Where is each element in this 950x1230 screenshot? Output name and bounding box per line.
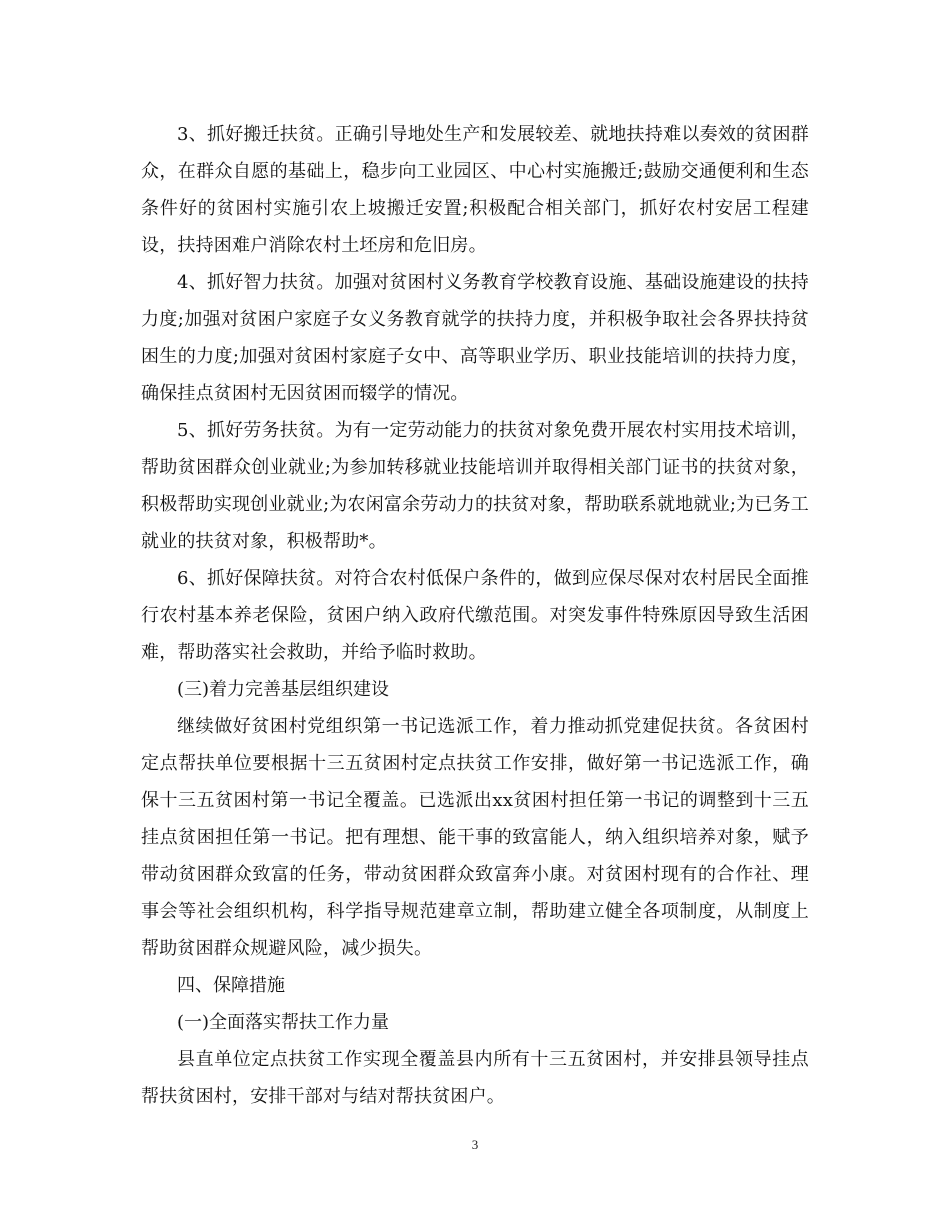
- paragraph-party-secretary: 继续做好贫困村党组织第一书记选派工作，着力推动抓党建促扶贫。各贫困村定点帮扶单位要根据十三五贫困村定点扶贫工作安排，做好第一书记选派工作，确保十三五贫困村第一书记全覆盖。已选派出xx贫困村担任第一书记的调整到十三五挂点贫困担任第一书记。把有理想、能干事的致富能人，纳入组织培养对象，赋予带动贫困群众致富的任务，带动贫困群众致富奔小康。对贫困村现有的合作社、理事会等社会组织机构，科学指导规范建章立制，帮助建立健全各项制度，从制度上帮助贫困群众规避风险，减少损失。: [141, 716, 809, 959]
- paragraph-county-units: 县直单位定点扶贫工作实现全覆盖县内所有十三五贫困村，并安排县领导挂点帮扶贫困村，安排干部对与结对帮扶贫困户。: [141, 1049, 809, 1107]
- paragraph-labor-poverty: 5、抓好劳务扶贫。为有一定劳动能力的扶贫对象免费开展农村实用技术培训，帮助贫困群众创业就业;为参加转移就业技能培训并取得相关部门证书的扶贫对象，积极帮助实现创业就业;为农闲富余劳动力的扶贫对象，帮助联系就地就业;为已务工就业的扶贫对象，积极帮助*。: [141, 420, 809, 552]
- paragraph-relocation-poverty: 3、抓好搬迁扶贫。正确引导地处生产和发展较差、就地扶持难以奏效的贫困群众，在群众自愿的基础上，稳步向工业园区、中心村实施搬迁;鼓励交通便利和生态条件好的贫困村实施引农上坡搬迁安置;积极配合相关部门，抓好农村安居工程建设，扶持困难户消除农村土坯房和危旧房。: [141, 124, 809, 256]
- paragraph-education-poverty: 4、抓好智力扶贫。加强对贫困村义务教育学校教育设施、基础设施建设的扶持力度;加强对贫困户家庭子女义务教育就学的扶持力度，并积极争取社会各界扶持贫困生的力度;加强对贫困村家庭子女中、高等职业学历、职业技能培训的扶持力度，确保挂点贫困村无因贫困而辍学的情况。: [141, 272, 809, 404]
- section-heading-grassroots: (三)着力完善基层组织建设: [177, 679, 390, 700]
- document-body: [141, 116, 809, 1115]
- section-heading-safeguards: 四、保障措施: [177, 975, 285, 996]
- subsection-heading-assistance-force: (一)全面落实帮扶工作力量: [177, 1012, 390, 1033]
- page-number: 3: [471, 1137, 479, 1152]
- paragraph-security-poverty: 6、抓好保障扶贫。对符合农村低保户条件的，做到应保尽保对农村居民全面推行农村基本养老保险，贫困户纳入政府代缴范围。对突发事件特殊原因导致生活困难，帮助落实社会救助，并给予临时救助。: [141, 568, 809, 663]
